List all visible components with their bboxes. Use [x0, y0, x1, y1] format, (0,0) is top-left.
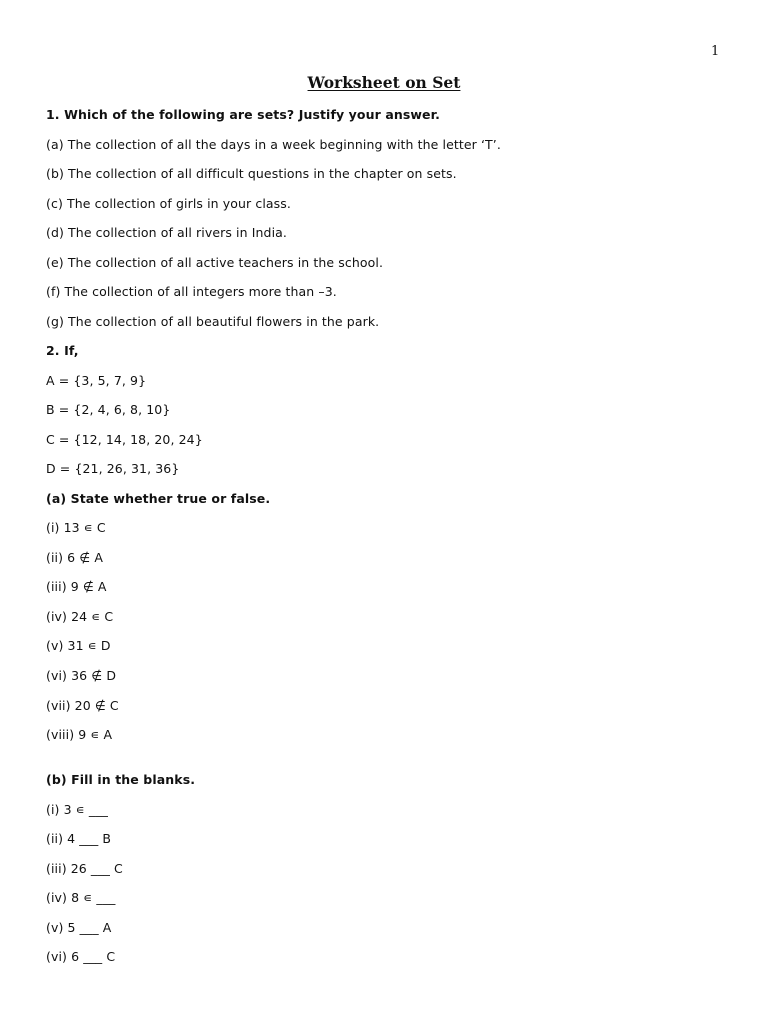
part-b-heading: (b) Fill in the blanks.	[46, 772, 196, 787]
question-1-item-c: (c) The collection of girls in your class.	[46, 196, 291, 211]
part-a-heading: (a) State whether true or false.	[46, 491, 271, 506]
question-1-item-e: (e) The collection of all active teachers in the school.	[46, 255, 384, 270]
question-1-heading: 1. Which of the following are sets? Justify your answer.	[46, 107, 440, 122]
part-b-item-vi: (vi) 6 ___ C	[46, 949, 116, 964]
part-b-item-iii: (iii) 26 ___ C	[46, 861, 123, 876]
question-1-item-g: (g) The collection of all beautiful flowers in the park.	[46, 314, 380, 329]
page-title: Worksheet on Set	[307, 73, 461, 92]
set-a-definition: A = {3, 5, 7, 9}	[46, 373, 147, 388]
part-b-item-iv: (iv) 8 ∊ ___	[46, 890, 116, 905]
set-b-definition: B = {2, 4, 6, 8, 10}	[46, 402, 171, 417]
part-a-item-iii: (iii) 9 ∉ A	[46, 579, 107, 594]
part-a-item-v: (v) 31 ∊ D	[46, 638, 111, 653]
page-number: 1	[711, 44, 720, 59]
part-b-item-v: (v) 5 ___ A	[46, 920, 112, 935]
question-1-item-d: (d) The collection of all rivers in India.	[46, 225, 287, 240]
part-a-item-viii: (viii) 9 ∊ A	[46, 727, 113, 742]
part-a-item-iv: (iv) 24 ∊ C	[46, 609, 114, 624]
part-a-item-vii: (vii) 20 ∉ C	[46, 698, 119, 713]
part-a-item-ii: (ii) 6 ∉ A	[46, 550, 104, 565]
question-1-item-a: (a) The collection of all the days in a week beginning with the letter ‘T’.	[46, 137, 501, 152]
set-c-definition: C = {12, 14, 18, 20, 24}	[46, 432, 203, 447]
question-1-item-b: (b) The collection of all difficult questions in the chapter on sets.	[46, 166, 457, 181]
part-a-item-i: (i) 13 ∊ C	[46, 520, 106, 535]
part-a-item-vi: (vi) 36 ∉ D	[46, 668, 117, 683]
set-d-definition: D = {21, 26, 31, 36}	[46, 461, 180, 476]
part-b-item-i: (i) 3 ∊ ___	[46, 802, 108, 817]
question-1-item-f: (f) The collection of all integers more than –3.	[46, 284, 337, 299]
part-b-item-ii: (ii) 4 ___ B	[46, 831, 112, 846]
question-2-heading: 2. If,	[46, 343, 79, 358]
